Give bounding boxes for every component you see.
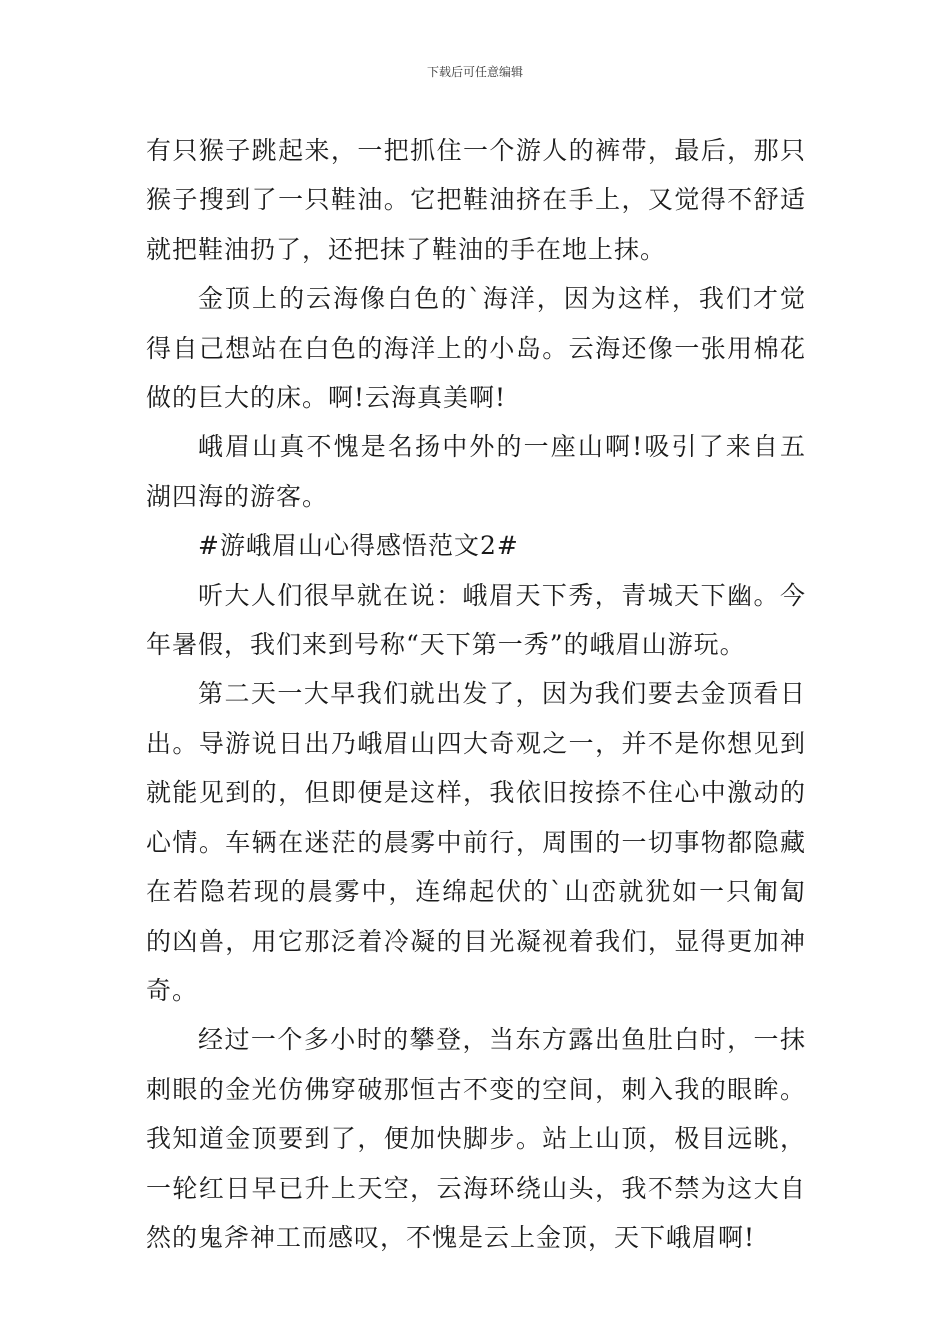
paragraph: 有只猴子跳起来，一把抓住一个游人的裤带，最后，那只猴子搜到了一只鞋油。它把鞋油挤在手上，又觉得不舒适就把鞋油扔了，还把抹了鞋油的手在地上抹。	[146, 136, 806, 264]
paragraph: 听大人们很早就在说：峨眉天下秀，青城天下幽。今年暑假，我们来到号称“天下第一秀”的峨眉山游玩。	[146, 580, 806, 660]
paragraph: 金顶上的云海像白色的`海洋，因为这样，我们才觉得自己想站在白色的海洋上的小岛。云海还像一张用棉花做的巨大的床。啊!云海真美啊!	[146, 284, 806, 413]
paragraph: 经过一个多小时的攀登，当东方露出鱼肚白时，一抹刺眼的金光仿佛穿破那恒古不变的空间，刺入我的眼眸。我知道金顶要到了，便加快脚步。站上山顶，极目远眺，一轮红日早已升上天空，云海环绕山头，我不禁为这大自然的鬼斧神工而感叹，不愧是云上金顶，天下峨眉啊!	[146, 1025, 806, 1252]
page-header: 下载后可任意编辑	[426, 65, 523, 79]
section-heading: #游峨眉山心得感悟范文2#	[198, 531, 519, 561]
paragraph: 峨眉山真不愧是名扬中外的一座山啊!吸引了来自五湖四海的游客。	[146, 432, 806, 511]
paragraph: 第二天一大早我们就出发了，因为我们要去金顶看日出。导游说日出乃峨眉山四大奇观之一，并不是你想见到就能见到的，但即便是这样，我依旧按捺不住心中激动的心情。车辆在迷茫的晨雾中前行，周围的一切事物都隐藏在若隐若现的晨雾中，连绵起伏的`山峦就犹如一只匍匐的凶兽，用它那泛着冷凝的目光凝视着我们，显得更加神奇。	[146, 679, 806, 1005]
document-body	[146, 126, 806, 1262]
